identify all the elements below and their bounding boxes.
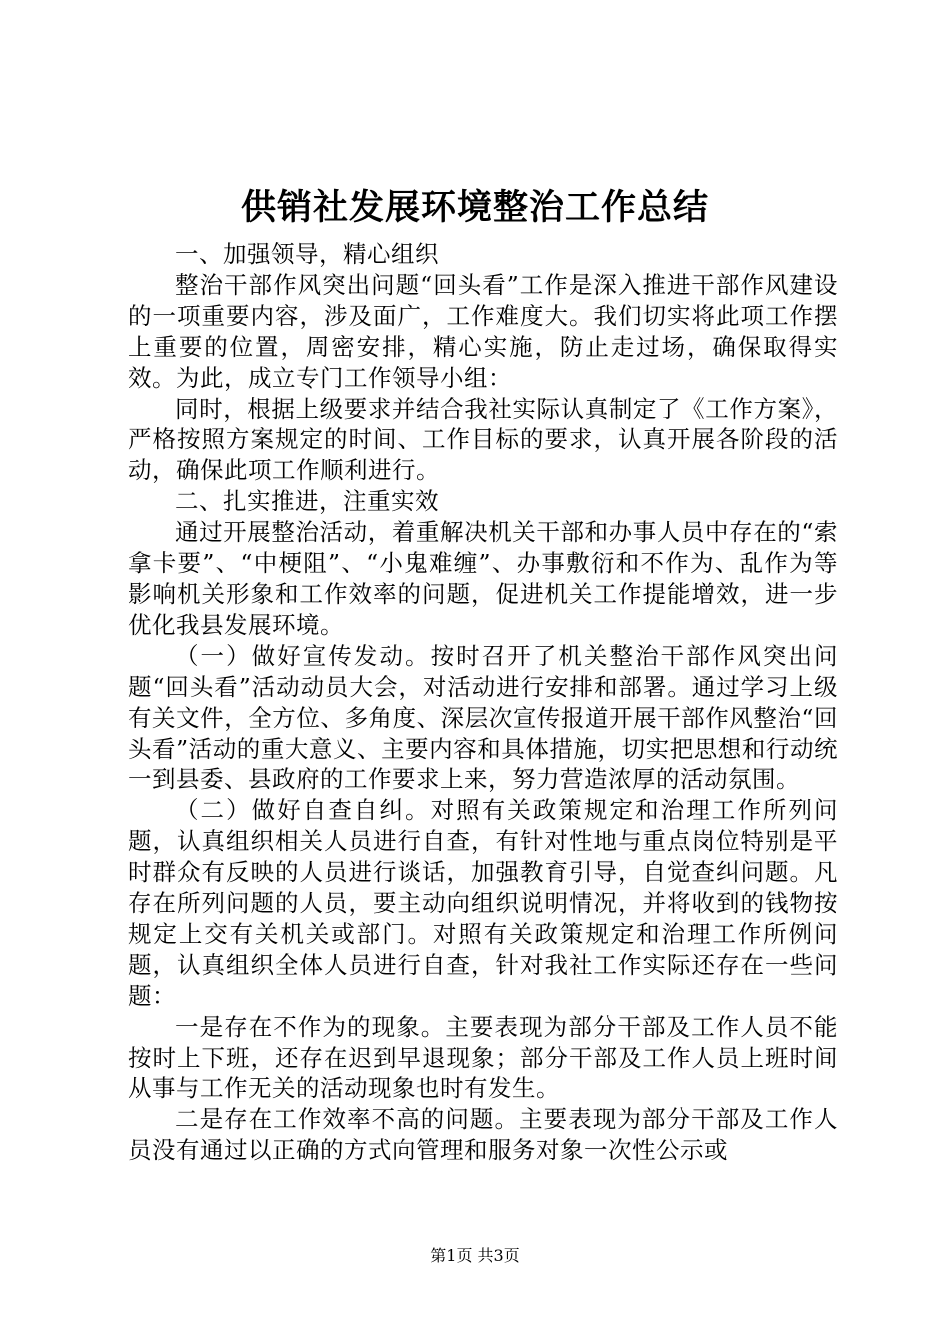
paragraph: （一）做好宣传发动。按时召开了机关整治干部作风突出问题“回头看”活动动员大会，对活动进行安排和部署。通过学习上级有关文件，全方位、多角度、深层次宣传报道开展干部作风整治“回头看”活动的重大意义、主要内容和具体措施，切实把思想和行动统一到县委、县政府的工作要求上来，努力营造浓厚的活动氛围。: [128, 641, 838, 794]
paragraph: （二）做好自查自纠。对照有关政策规定和治理工作所列问题，认真组织相关人员进行自查，有针对性地与重点岗位特别是平时群众有反映的人员进行谈话，加强教育引导，自觉查纠问题。凡存在所列问题的人员，要主动向组织说明情况，并将收到的钱物按规定上交有关机关或部门。对照有关政策规定和治理工作所例问题，认真组织全体人员进行自查，针对我社工作实际还存在一些问题：: [128, 796, 838, 1010]
paragraph: 通过开展整治活动，着重解决机关干部和办事人员中存在的“索拿卡要”、“中梗阻”、“小鬼难缠”、办事敷衍和不作为、乱作为等影响机关形象和工作效率的问题，促进机关工作提能增效，进一步优化我县发展环境。: [128, 518, 838, 639]
paragraph: 一是存在不作为的现象。主要表现为部分干部及工作人员不能按时上下班，还存在迟到早退现象；部分干部及工作人员上班时间从事与工作无关的活动现象也时有发生。: [128, 1012, 838, 1103]
paragraph: 整治干部作风突出问题“回头看”工作是深入推进干部作风建设的一项重要内容，涉及面广，工作难度大。我们切实将此项工作摆上重要的位置，周密安排，精心实施，防止走过场，确保取得实效。为此，成立专门工作领导小组：: [128, 270, 838, 392]
document-body: [128, 239, 838, 1166]
section-heading: 一、加强领导，精心组织: [175, 240, 439, 268]
page-footer: 第1页 共3页: [430, 1246, 520, 1265]
paragraph: 二是存在工作效率不高的问题。主要表现为部分干部及工作人员没有通过以正确的方式向管理和服务对象一次性公示或: [128, 1105, 838, 1165]
section-heading: 二、扎实推进，注重实效: [175, 487, 439, 516]
document-title: 供销社发展环境整治工作总结: [240, 187, 709, 228]
paragraph: 同时，根据上级要求并结合我社实际认真制定了《工作方案》，严格按照方案规定的时间、工作目标的要求，认真开展各阶段的活动，确保此项工作顺利进行。: [128, 394, 838, 485]
